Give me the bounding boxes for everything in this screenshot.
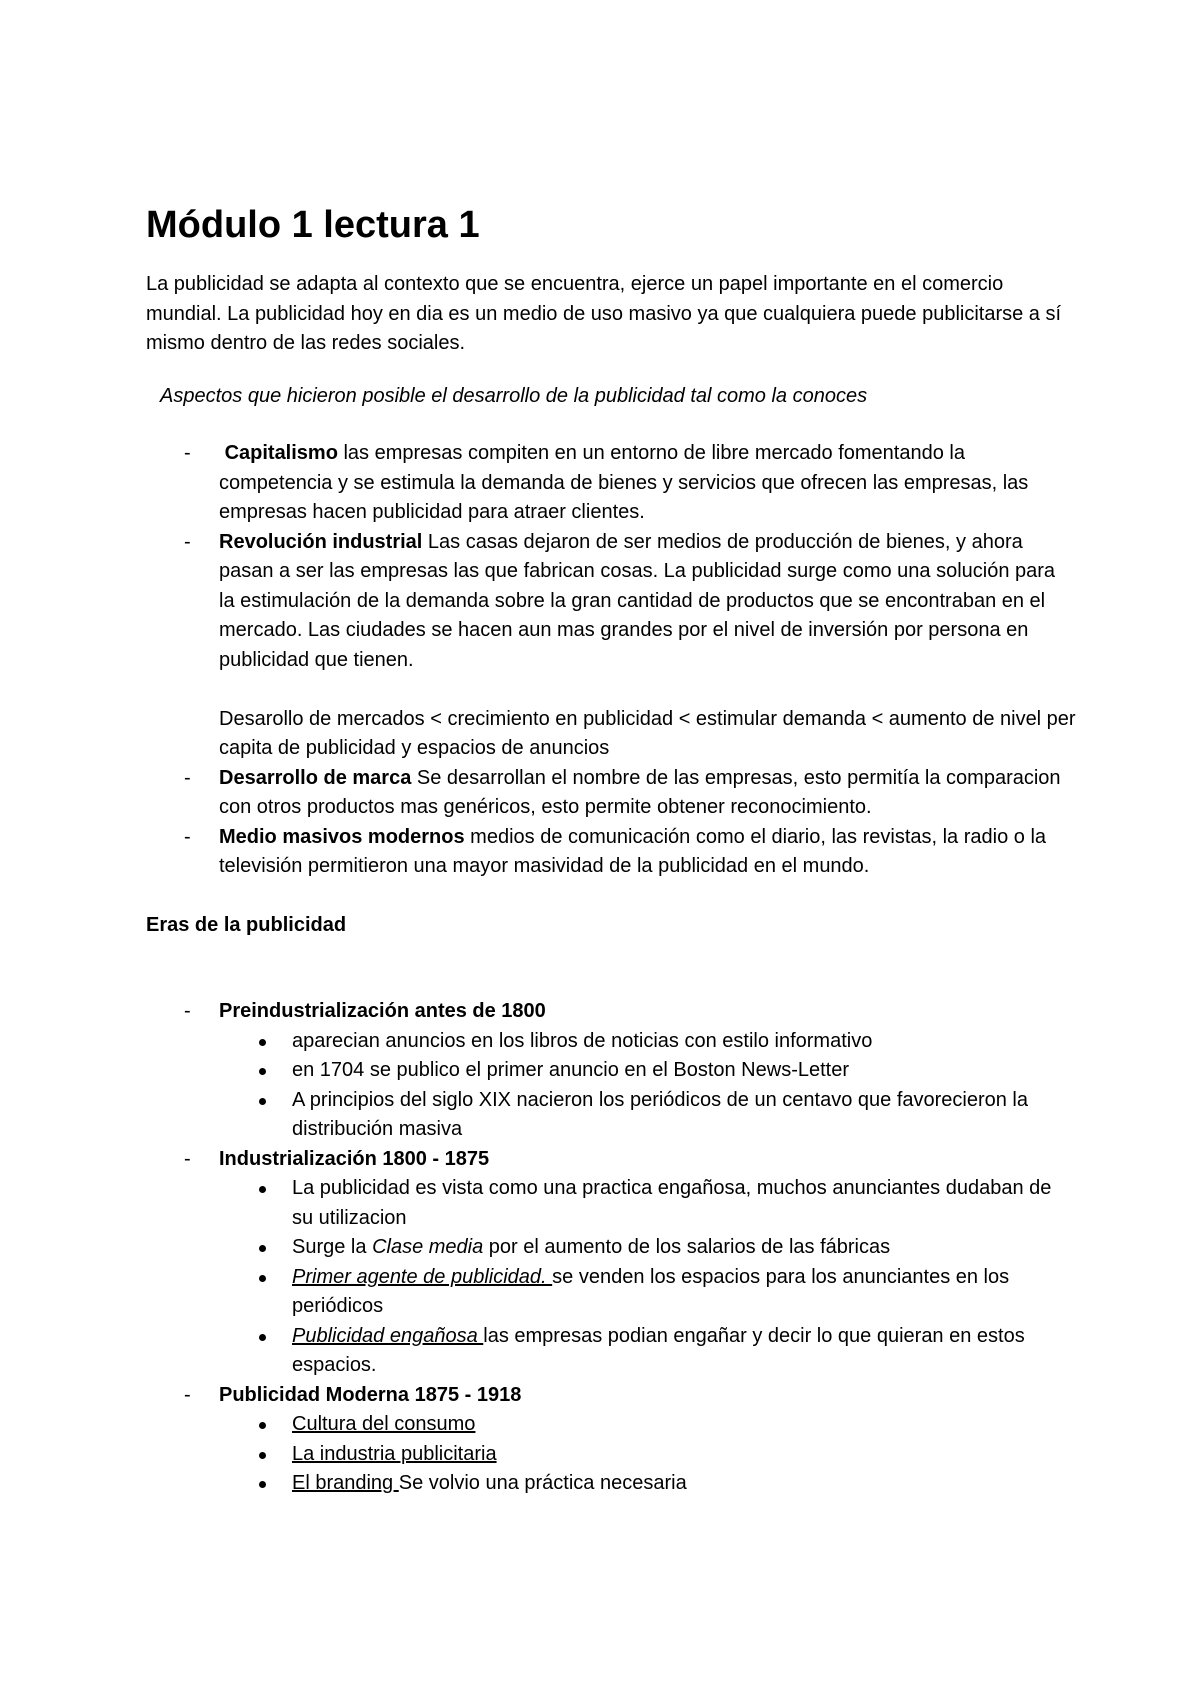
dash-marker: -: [184, 530, 191, 553]
dash-marker: -: [184, 442, 191, 464]
era-bullets: [219, 1410, 1076, 1499]
bullet-icon: [259, 1186, 266, 1193]
text-revolucion: Las casas dejaron de ser medios de producción de bienes, y ahora pasan a ser las empresas las que fabrican cosas. La publicidad surge como una solución para la estimulación de la demanda sobre la gran cantidad de productos que se encontraban en el mercado. Las ciudades se hacen aun mas grandes por el nivel de inversión por persona en publicidad que tienen.: [219, 530, 1056, 671]
list-item: [219, 1440, 1076, 1470]
bullet-icon: [259, 1481, 266, 1488]
list-item: A principios del siglo XIX nacieron los periódicos de un centavo que favorecieron la distribución masiva: [219, 1086, 1076, 1145]
intro-paragraph: La publicidad se adapta al contexto que se encuentra, ejerce un papel importante en el comercio mundial. La publicidad hoy en dia es un medio de uso masivo ya que cualquiera puede publicitarse a sí mismo dentro de las redes sociales.: [146, 273, 1062, 354]
dash-marker: -: [184, 1383, 191, 1406]
text-medios: medios de comunicación como el diario, las revistas, la radio o la televisión permitieron una mayor masividad de la publicidad en el mundo.: [219, 825, 1047, 877]
eras-heading: Eras de la publicidad: [146, 913, 347, 936]
dash-marker: -: [184, 825, 191, 848]
agente-term: Primer agente de publicidad.: [292, 1265, 553, 1288]
era-heading: Preindustrialización antes de 1800: [219, 1000, 546, 1022]
bullet-icon: [259, 1039, 266, 1046]
term-marca: Desarrollo de marca: [219, 766, 412, 789]
era-bullets: [219, 1174, 1076, 1381]
eras-list: [146, 997, 1076, 1499]
list-item-capitalismo: [146, 439, 1076, 528]
clase-media-term: Clase media: [372, 1236, 484, 1258]
list-item: Publicidad engañosa las empresas podian engañar y decir lo que quieran en estos espacios.: [219, 1322, 1076, 1381]
text-capitalismo: las empresas compiten en un entorno de libre mercado fomentando la competencia y se estimula la demanda de bienes y servicios que ofrecen las empresas, las empresas hacen publicidad para atraer clientes.: [219, 442, 1029, 523]
term-medios: Medio masivos modernos: [219, 825, 465, 848]
list-item: [219, 1410, 1076, 1440]
list-item-medios: [146, 823, 1076, 882]
list-item: en 1704 se publico el primer anuncio en el Boston News-Letter: [219, 1056, 1076, 1086]
era-preindustrializacion: [146, 997, 1076, 1145]
era-heading: Industrialización 1800 - 1875: [219, 1147, 490, 1170]
markets-chain: Desarollo de mercados < crecimiento en publicidad < estimular demanda < aumento de nivel per capita de publicidad y espacios de anuncios: [219, 707, 1076, 759]
cultura-consumo: Cultura del consumo: [292, 1413, 476, 1435]
bullet-icon: [259, 1245, 266, 1252]
era-moderna: [146, 1381, 1076, 1499]
bullet-icon: [259, 1098, 266, 1105]
branding-term: El branding: [292, 1472, 399, 1494]
aspects-list: [146, 439, 1076, 882]
dash-marker: -: [184, 1000, 191, 1022]
page-title: Módulo 1 lectura 1: [146, 204, 480, 246]
list-item: Primer agente de publicidad. se venden los espacios para los anunciantes en los periódicos: [219, 1263, 1076, 1322]
enganosa-term: Publicidad engañosa: [292, 1324, 484, 1347]
bullet-icon: [259, 1334, 266, 1341]
bullet-icon: [259, 1068, 266, 1075]
text-marca: Se desarrollan el nombre de las empresas, esto permitía la comparacion con otros productos mas genéricos, esto permite obtener reconocimiento.: [219, 766, 1061, 818]
list-item: aparecian anuncios en los libros de noticias con estilo informativo: [219, 1027, 1076, 1057]
list-item-revolucion: [146, 528, 1076, 764]
term-revolucion: Revolución industrial: [219, 530, 423, 553]
list-item: La publicidad es vista como una practica engañosa, muchos anunciantes dudaban de su utilizacion: [219, 1174, 1076, 1233]
dash-marker: -: [184, 1147, 191, 1170]
era-industrializacion: [146, 1145, 1076, 1381]
era-bullets: [219, 1027, 1076, 1145]
bullet-icon: [259, 1452, 266, 1459]
list-item: Surge la Clase media por el aumento de los salarios de las fábricas: [219, 1233, 1076, 1263]
industria-publicitaria: La industria publicitaria: [292, 1442, 497, 1465]
document-content: [146, 196, 1076, 1499]
list-item-marca: [146, 764, 1076, 823]
term-capitalismo: Capitalismo: [224, 442, 338, 464]
dash-marker: -: [184, 766, 191, 789]
aspects-heading: Aspectos que hicieron posible el desarrollo de la publicidad tal como la conoces: [160, 384, 868, 407]
bullet-icon: [259, 1422, 266, 1429]
bullet-icon: [259, 1275, 266, 1282]
list-item: El branding Se volvio una práctica necesaria: [219, 1469, 1076, 1499]
era-heading: Publicidad Moderna 1875 - 1918: [219, 1383, 522, 1406]
